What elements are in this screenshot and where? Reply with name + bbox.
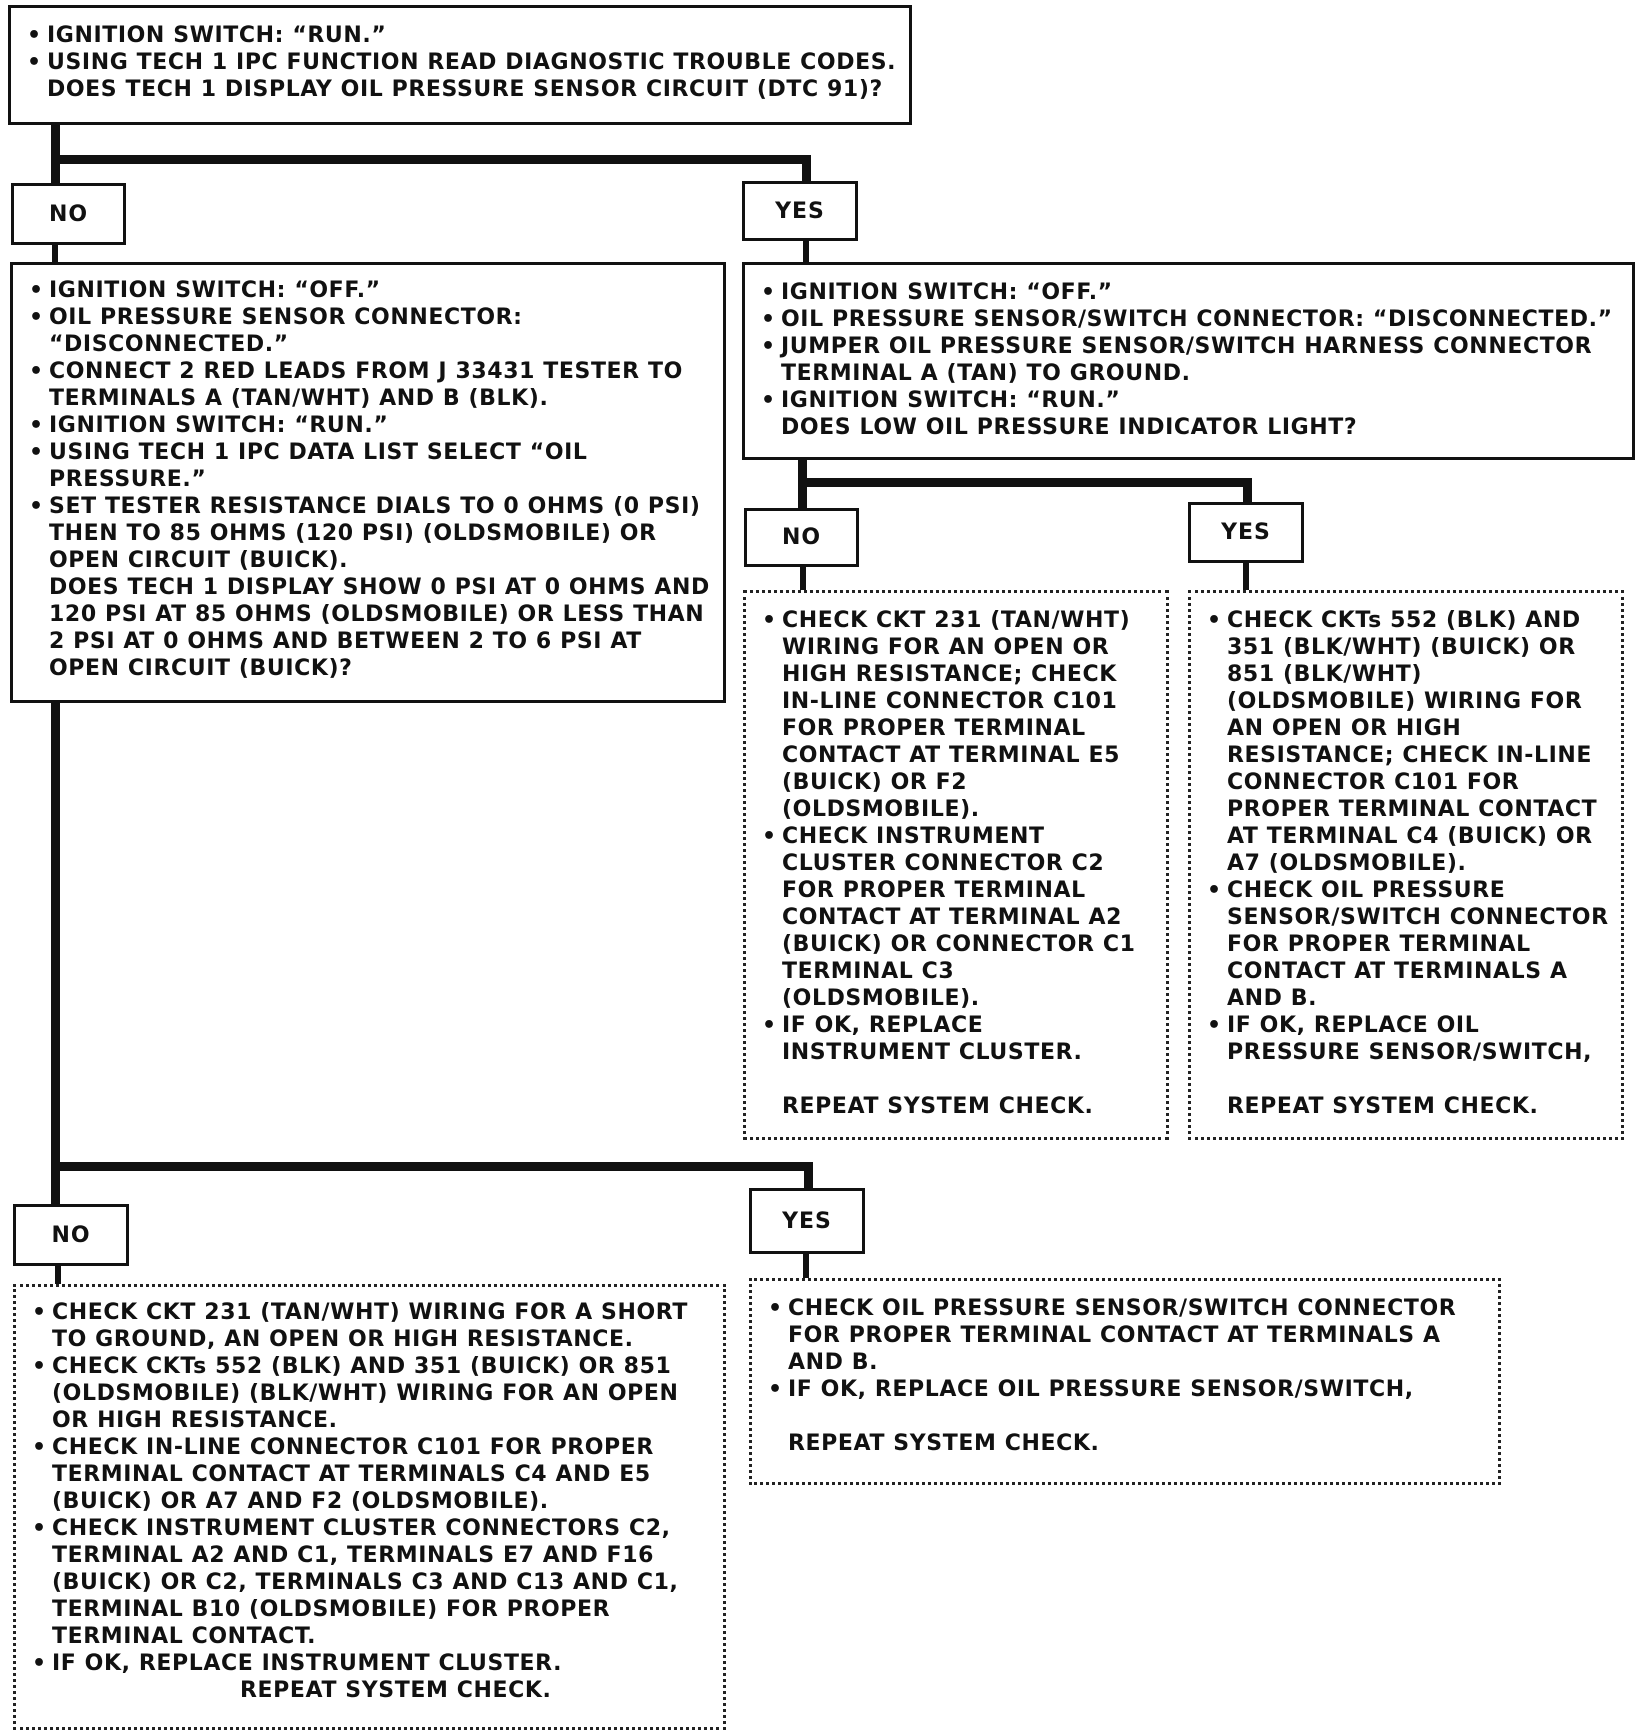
label-yes-1: YES [742,181,858,241]
right-step-3: • JUMPER OIL PRESSURE SENSOR/SWITCH HARNESS CONNECTOR TERMINAL A (TAN) TO GROUND. [759,333,1620,387]
left-step-4: • IGNITION SWITCH: “RUN.” [27,412,711,439]
label-no-3: NO [13,1204,129,1266]
label-yes-3: YES [749,1188,865,1254]
left-question: DOES TECH 1 DISPLAY SHOW 0 PSI AT 0 OHMS AND 120 PSI AT 85 OHMS (OLDSMOBILE) OR LESS THAN 2 PSI AT 0 OHMS AND BETWEEN 2 TO 6 PSI AT OPEN CIRCUIT (BUICK)? [49,575,710,681]
mid-yes-step-3: • IF OK, REPLACE OIL PRESSURE SENSOR/SWITCH, [1205,1012,1609,1066]
label-no-1: NO [11,183,126,245]
connector-left-trunk [51,701,60,1206]
top-question-box [8,5,912,125]
bottom-no-step-2: • CHECK CKTs 552 (BLK) AND 351 (BUICK) OR 851 (OLDSMOBILE) (BLK/WHT) WIRING FOR AN OPEN OR HIGH RESISTANCE. [30,1353,711,1434]
top-step-1: • IGNITION SWITCH: “RUN.” [25,22,897,49]
left-step-6: • SET TESTER RESISTANCE DIALS TO 0 OHMS (0 PSI) THEN TO 85 OHMS (120 PSI) (OLDSMOBILE) OR OPEN CIRCUIT (BUICK). [27,493,711,574]
connector-bottom-split [51,1162,813,1171]
bottom-yes-result-box [749,1278,1501,1485]
left-step-5: • USING TECH 1 IPC DATA LIST SELECT “OIL PRESSURE.” [27,439,711,493]
mid-yes-repeat: REPEAT SYSTEM CHECK. [1227,1094,1539,1119]
mid-no-result-box [743,590,1169,1140]
right-step-4: • IGNITION SWITCH: “RUN.” [759,387,1620,414]
mid-yes-result-box [1188,590,1624,1140]
connector-top-split [51,155,811,164]
connector-yes1-down [803,239,809,263]
label-yes-2: YES [1188,502,1304,563]
mid-no-step-2: • CHECK INSTRUMENT CLUSTER CONNECTOR C2 FOR PROPER TERMINAL CONTACT AT TERMINAL A2 (BUICK) OR CONNECTOR C1 TERMINAL C3 (OLDSMOBILE). [760,823,1154,1012]
mid-no-step-1: • CHECK CKT 231 (TAN/WHT) WIRING FOR AN OPEN OR HIGH RESISTANCE; CHECK IN-LINE CONNECTOR C101 FOR PROPER TERMINAL CONTACT AT TERMINAL E5 (BUICK) OR F2 (OLDSMOBILE). [760,607,1154,823]
bottom-no-step-1: • CHECK CKT 231 (TAN/WHT) WIRING FOR A SHORT TO GROUND, AN OPEN OR HIGH RESISTANCE. [30,1299,711,1353]
connector-top-trunk [51,125,60,183]
bottom-no-result-box [13,1284,726,1730]
bottom-no-repeat: REPEAT SYSTEM CHECK. [240,1678,552,1703]
left-step-2: • OIL PRESSURE SENSOR CONNECTOR: “DISCONNECTED.” [27,304,711,358]
connector-yes3-drop [804,1162,813,1188]
connector-yes3-down [803,1252,809,1280]
left-step-1: • IGNITION SWITCH: “OFF.” [27,277,711,304]
bottom-no-step-4: • CHECK INSTRUMENT CLUSTER CONNECTORS C2, TERMINAL A2 AND C1, TERMINALS E7 AND F16 (BUICK) OR C2, TERMINALS C3 AND C13 AND C1, TERMINAL B10 (OLDSMOBILE) FOR PROPER TERMINAL CONTACT. [30,1515,711,1650]
bottom-yes-step-2: • IF OK, REPLACE OIL PRESSURE SENSOR/SWITCH, [766,1376,1486,1403]
top-step-2: • USING TECH 1 IPC FUNCTION READ DIAGNOSTIC TROUBLE CODES. [25,49,897,76]
bottom-yes-repeat: REPEAT SYSTEM CHECK. [788,1431,1100,1456]
right-question: DOES LOW OIL PRESSURE INDICATOR LIGHT? [781,415,1358,440]
mid-no-step-3: • IF OK, REPLACE INSTRUMENT CLUSTER. [760,1012,1154,1066]
top-question: DOES TECH 1 DISPLAY OIL PRESSURE SENSOR CIRCUIT (DTC 91)? [47,77,883,102]
right-step-2: • OIL PRESSURE SENSOR/SWITCH CONNECTOR: “DISCONNECTED.” [759,306,1620,333]
connector-no1-drop [52,243,58,263]
left-test-box [10,262,726,703]
bottom-yes-step-1: • CHECK OIL PRESSURE SENSOR/SWITCH CONNECTOR FOR PROPER TERMINAL CONTACT AT TERMINALS A AND B. [766,1295,1486,1376]
connector-right-split [798,478,1252,487]
right-step-1: • IGNITION SWITCH: “OFF.” [759,279,1620,306]
mid-no-repeat: REPEAT SYSTEM CHECK. [782,1094,1094,1119]
mid-yes-step-2: • CHECK OIL PRESSURE SENSOR/SWITCH CONNECTOR FOR PROPER TERMINAL CONTACT AT TERMINALS A AND B. [1205,877,1609,1012]
bottom-no-step-5: • IF OK, REPLACE INSTRUMENT CLUSTER. [30,1650,711,1677]
label-no-2: NO [744,508,859,567]
bottom-no-step-3: • CHECK IN-LINE CONNECTOR C101 FOR PROPER TERMINAL CONTACT AT TERMINALS C4 AND E5 (BUICK) OR A7 AND F2 (OLDSMOBILE). [30,1434,711,1515]
connector-yes2-down [1243,561,1249,591]
connector-yes2-drop [1243,478,1252,504]
mid-yes-step-1: • CHECK CKTs 552 (BLK) AND 351 (BLK/WHT) (BUICK) OR 851 (BLK/WHT) (OLDSMOBILE) WIRING FOR AN OPEN OR HIGH RESISTANCE; CHECK IN-LINE CONNECTOR C101 FOR PROPER TERMINAL CONTACT AT TERMINAL C4 (BUICK) OR A7 (OLDSMOBILE). [1205,607,1609,877]
right-test-box [742,262,1635,460]
connector-no2-down [800,565,806,591]
left-step-3: • CONNECT 2 RED LEADS FROM J 33431 TESTER TO TERMINALS A (TAN/WHT) AND B (BLK). [27,358,711,412]
